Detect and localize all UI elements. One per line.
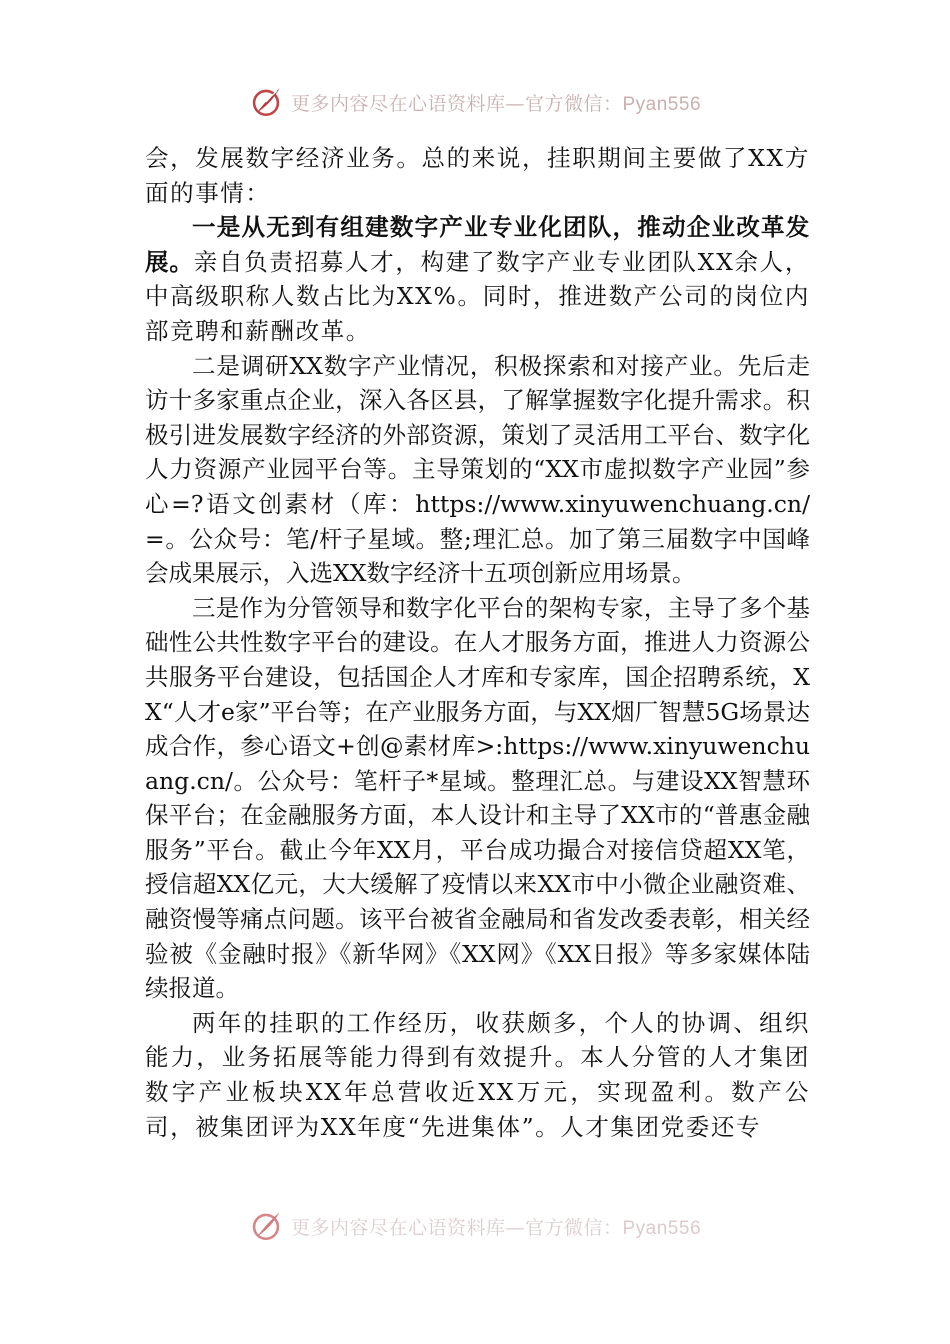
header-watermark — [0, 82, 950, 122]
paragraph-continuation: 会，发展数字经济业务。总的来说，挂职期间主要做了XX方面的事情： — [145, 144, 810, 207]
paragraph-1-heading: 一是从无到有组建数字产业专业化团队，推动企业改革发展。 — [145, 213, 810, 276]
paragraph-1-text: 亲自负责招募人才，构建了数字产业专业团队XX余人，中高级职称人数占比为XX%。同时，推进数产公司的岗位内部竞聘和薪酬改革。 — [145, 247, 810, 345]
quill-logo-icon — [249, 85, 283, 119]
watermark-text: 更多内容尽在心语资料库—官方微信：Pyan556 — [290, 1216, 702, 1239]
paragraph-1 — [145, 210, 810, 348]
paragraph-4: 两年的挂职的工作经历，收获颇多，个人的协调、组织能力，业务拓展等能力得到有效提升。本人分管的人才集团数字产业板块XX年总营收近XX万元，实现盈利。数产公司，被集团评为XX年度“先进集体”。人才集团党委还专 — [145, 1008, 810, 1141]
watermark-handle: Pyan556 — [622, 1217, 702, 1239]
document-body — [145, 141, 810, 1144]
paragraph-2: 二是调研XX数字产业情况，积极探索和对接产业。先后走访十多家重点企业，深入各区县，了解掌握数字化提升需求。积极引进发展数字经济的外部资源，策划了灵活用工平台、数字化人力资源产业园平台等。主导策划的“XX市虚拟数字产业园”参心=?语文创素材（库：https://www.xinyuwenchuang.cn/=。公众号：笔/杆子星域。整;理汇总。加了第三届数字中国峰会成果展示，入选XX数字经济十五项创新应用场景。 — [145, 351, 810, 588]
footer-watermark — [0, 1206, 950, 1246]
paragraph-3: 三是作为分管领导和数字化平台的架构专家，主导了多个基础性公共性数字平台的建设。在人才服务方面，推进人力资源公共服务平台建设，包括国企人才库和专家库，国企招聘系统，XX“人才e家”平台等；在产业服务方面，与XX烟厂智慧5G场景达成合作，参心语文+创@素材库>:https://www.xinyuwenchuang.cn/。公众号：笔杆子*星域。整理汇总。与建设XX智慧环保平台；在金融服务方面，本人设计和主导了XX市的“普惠金融服务”平台。截止今年XX月，平台成功撮合对接信贷超XX笔，授信超XX亿元，大大缓解了疫情以来XX市中小微企业融资难、融资慢等痛点问题。该平台被省金融局和省发改委表彰，相关经验被《金融时报》《新华网》《XX网》《XX日报》等多家媒体陆续报道。 — [145, 593, 810, 1003]
watermark-text: 更多内容尽在心语资料库—官方微信：Pyan556 — [290, 92, 702, 115]
quill-logo-icon — [249, 1209, 283, 1243]
watermark-handle: Pyan556 — [622, 93, 702, 115]
